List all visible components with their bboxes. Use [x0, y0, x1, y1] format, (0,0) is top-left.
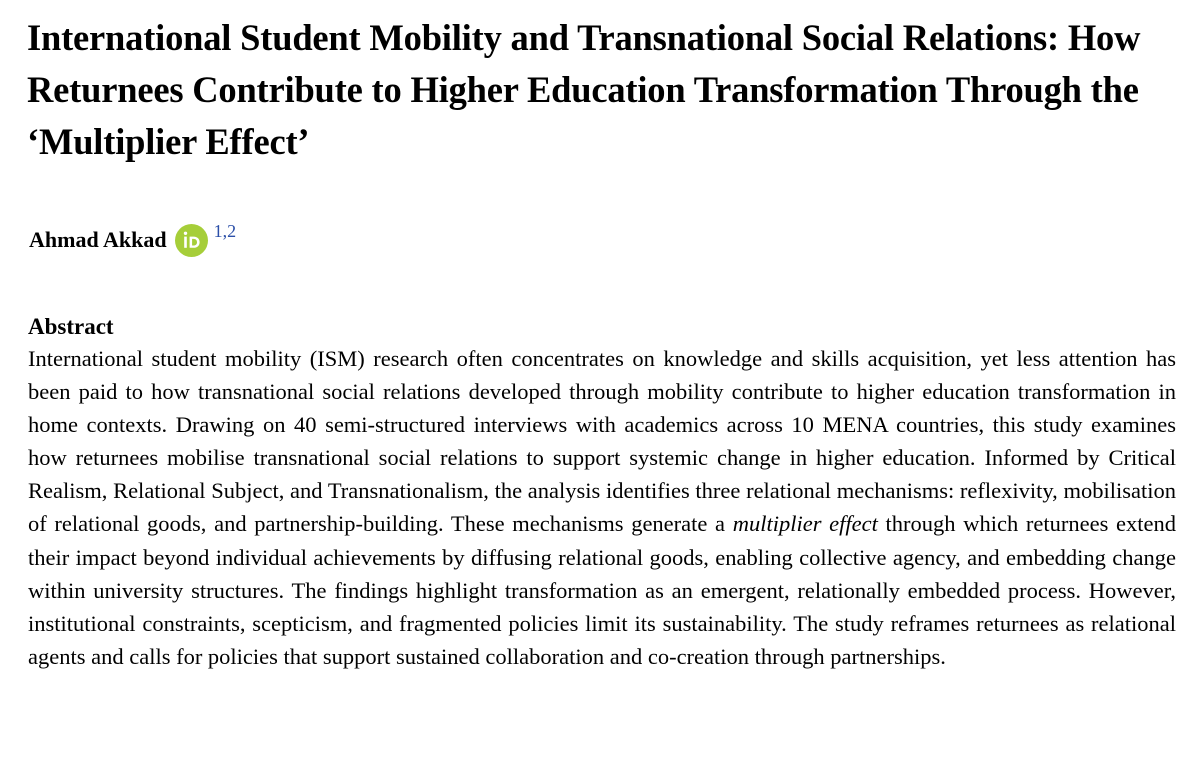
orcid-id-glyph [175, 224, 208, 257]
abstract-text [28, 342, 1176, 673]
author-name: Ahmad Akkad [29, 227, 167, 252]
abstract-heading: Abstract [28, 314, 114, 339]
paper-title: International Student Mobility and Transnational Social Relations: How Returnees Contribute to Higher Education Transformation Through the ‘Multiplier Effect’ [27, 17, 1141, 162]
abstract-text-part-2: through which returnees extend their impact beyond individual achievements by diffusing relational goods, enabling collective agency, and embedding change within university structures. The findings highlight transformation as an emergent, relationally embedded process. However, institutional constraints, scepticism, and fragmented policies limit its sustainability. The study reframes returnees as relational agents and calls for policies that support sustained collaboration and co-creation through partnerships. [28, 511, 1176, 669]
abstract-text-part-1: International student mobility (ISM) research often concentrates on knowledge and skills acquisition, yet less attention has been paid to how transnational social relations developed through mobility contribute to higher education transformation in home contexts. Drawing on 40 semi-structured interviews with academics across 10 MENA countries, this study examines how returnees mobilise transnational social relations to support systemic change in higher education. Informed by Critical Realism, Relational Subject, and Transnationalism, the analysis identifies three relational mechanisms: reflexivity, mobilisation of relational goods, and partnership-building. These mechanisms generate a [28, 346, 1176, 537]
orcid-icon[interactable] [175, 224, 208, 257]
author-line [29, 222, 236, 258]
affiliation-superscript-link[interactable]: 1,2 [213, 220, 237, 241]
abstract-emphasis: multiplier effect [732, 511, 878, 537]
